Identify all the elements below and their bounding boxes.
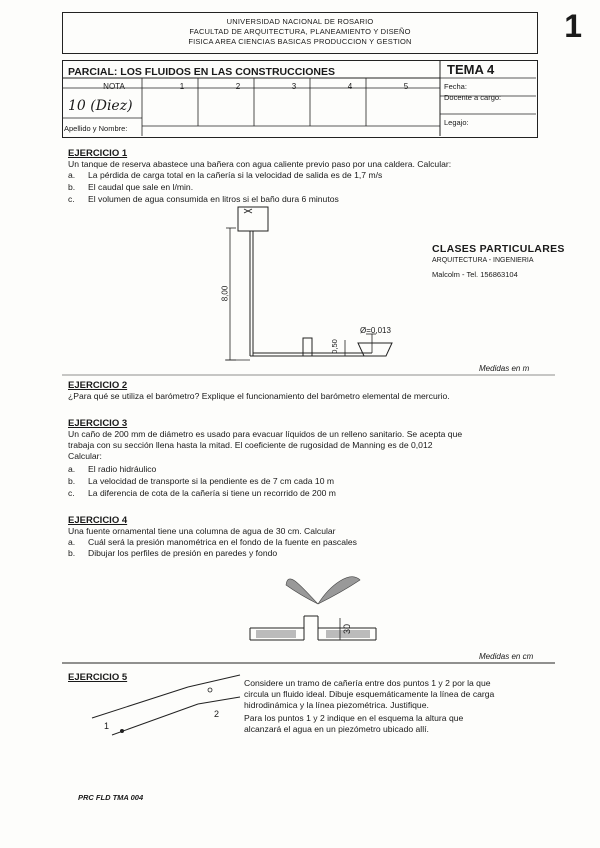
ex1-title: EJERCICIO 1 xyxy=(68,148,128,159)
ex3-item-a-letter: a. xyxy=(68,464,76,474)
ex5-point-2: 2 xyxy=(214,709,220,719)
legajo-label: Legajo: xyxy=(444,118,469,127)
ex4-title: EJERCICIO 4 xyxy=(68,515,128,526)
ex4-item-a: Cuál será la presión manométrica en el fondo de la fuente en pascales xyxy=(88,537,357,547)
ex5-p1-l1: Considere un tramo de cañería entre dos puntos 1 y 2 por la que xyxy=(244,678,491,688)
col-3: 3 xyxy=(291,82,297,91)
col-5: 5 xyxy=(403,82,409,91)
name-label: Apellido y Nombre: xyxy=(64,124,128,133)
col-1: 1 xyxy=(179,82,185,91)
tema-label: TEMA 4 xyxy=(447,62,495,77)
ex4-units: Medidas en cm xyxy=(479,652,534,661)
handwritten-grade: 10 (Diez) xyxy=(68,98,133,114)
ex3-line3: Calcular: xyxy=(68,451,102,461)
ad-line3: Malcolm - Tel. 156863104 xyxy=(432,270,518,279)
ex1-statement: Un tanque de reserva abastece una bañera con agua caliente previo paso por una caldera. Calcular: xyxy=(68,159,452,169)
fecha-label: Fecha: xyxy=(444,82,467,91)
col-2: 2 xyxy=(235,82,241,91)
ex1-small-dim: 0,50 xyxy=(329,339,339,354)
ex1-units: Medidas en m xyxy=(479,364,530,373)
ex1-item-a-letter: a. xyxy=(68,170,76,180)
ex1-item-c: El volumen de agua consumida en litros si el baño dura 6 minutos xyxy=(88,194,339,204)
ex1-height-dim: 8,00 xyxy=(220,285,230,302)
ex1-item-a: La pérdida de carga total en la cañería si la velocidad de salida es de 1,7 m/s xyxy=(88,170,383,180)
ex3-item-a: El radio hidráulico xyxy=(88,464,157,474)
col-4: 4 xyxy=(347,82,353,91)
ex4-item-a-letter: a. xyxy=(68,537,76,547)
ex3-item-b-letter: b. xyxy=(68,476,76,486)
ex3-item-c-letter: c. xyxy=(68,488,75,498)
page-number: 1 xyxy=(564,8,582,44)
ex1-diameter: Ø=0,013 xyxy=(360,326,391,335)
ex5-point-1: 1 xyxy=(104,721,110,731)
ex3-line1: Un caño de 200 mm de diámetro es usado para evacuar líquidos de un relleno sanitario. Se acepta que xyxy=(68,429,463,439)
ex4-item-b-letter: b. xyxy=(68,548,76,558)
ad-line1: CLASES PARTICULARES xyxy=(432,243,565,255)
docente-label: Docente a cargo: xyxy=(444,93,502,102)
area-name: FISICA AREA CIENCIAS BASICAS PRODUCCION Y GESTION xyxy=(188,37,412,46)
ad-line2: ARQUITECTURA - INGENIERIA xyxy=(432,257,534,264)
ex3-title: EJERCICIO 3 xyxy=(68,418,128,429)
ex4-statement: Una fuente ornamental tiene una columna de agua de 30 cm. Calcular xyxy=(68,526,336,536)
ex2-statement: ¿Para qué se utiliza el barómetro? Explique el funcionamiento del barómetro elemental de mercurio. xyxy=(68,391,450,401)
ex4-item-b: Dibujar los perfiles de presión en paredes y fondo xyxy=(88,548,278,558)
footer-code: PRC FLD TMA 004 xyxy=(78,793,144,802)
faculty-name: FACULTAD DE ARQUITECTURA, PLANEAMIENTO Y DISEÑO xyxy=(189,27,411,36)
ex3-item-b: La velocidad de transporte si la pendiente es de 7 cm cada 10 m xyxy=(88,476,335,486)
ex5-p2-l2: alcanzará el agua en un piezómetro ubicado allí. xyxy=(244,724,429,734)
nota-label: NOTA xyxy=(103,82,125,91)
ex5-p1-l3: hidrodinámica y la línea piezométrica. Justifique. xyxy=(244,700,429,710)
ex5-title: EJERCICIO 5 xyxy=(68,672,128,683)
ex4-dim: 30 xyxy=(342,623,353,635)
ex5-p2-l1: Para los puntos 1 y 2 indique en el esquema la altura que xyxy=(244,713,464,723)
ex1-item-b: El caudal que sale en l/min. xyxy=(88,182,194,192)
ex1-item-b-letter: b. xyxy=(68,182,76,192)
ex1-item-c-letter: c. xyxy=(68,194,75,204)
university-name: UNIVERSIDAD NACIONAL DE ROSARIO xyxy=(226,17,374,26)
ex3-item-c: La diferencia de cota de la cañería si tiene un recorrido de 200 m xyxy=(88,488,336,498)
ex2-title: EJERCICIO 2 xyxy=(68,380,128,391)
exam-title: PARCIAL: LOS FLUIDOS EN LAS CONSTRUCCIONES xyxy=(68,66,335,78)
ex3-line2: trabaja con su sección llena hasta la mitad. El coeficiente de rugosidad de Manning es de 0,012 xyxy=(68,440,433,450)
ex5-p1-l2: circula un fluido ideal. Dibuje esquemáticamente la línea de carga xyxy=(244,689,495,699)
